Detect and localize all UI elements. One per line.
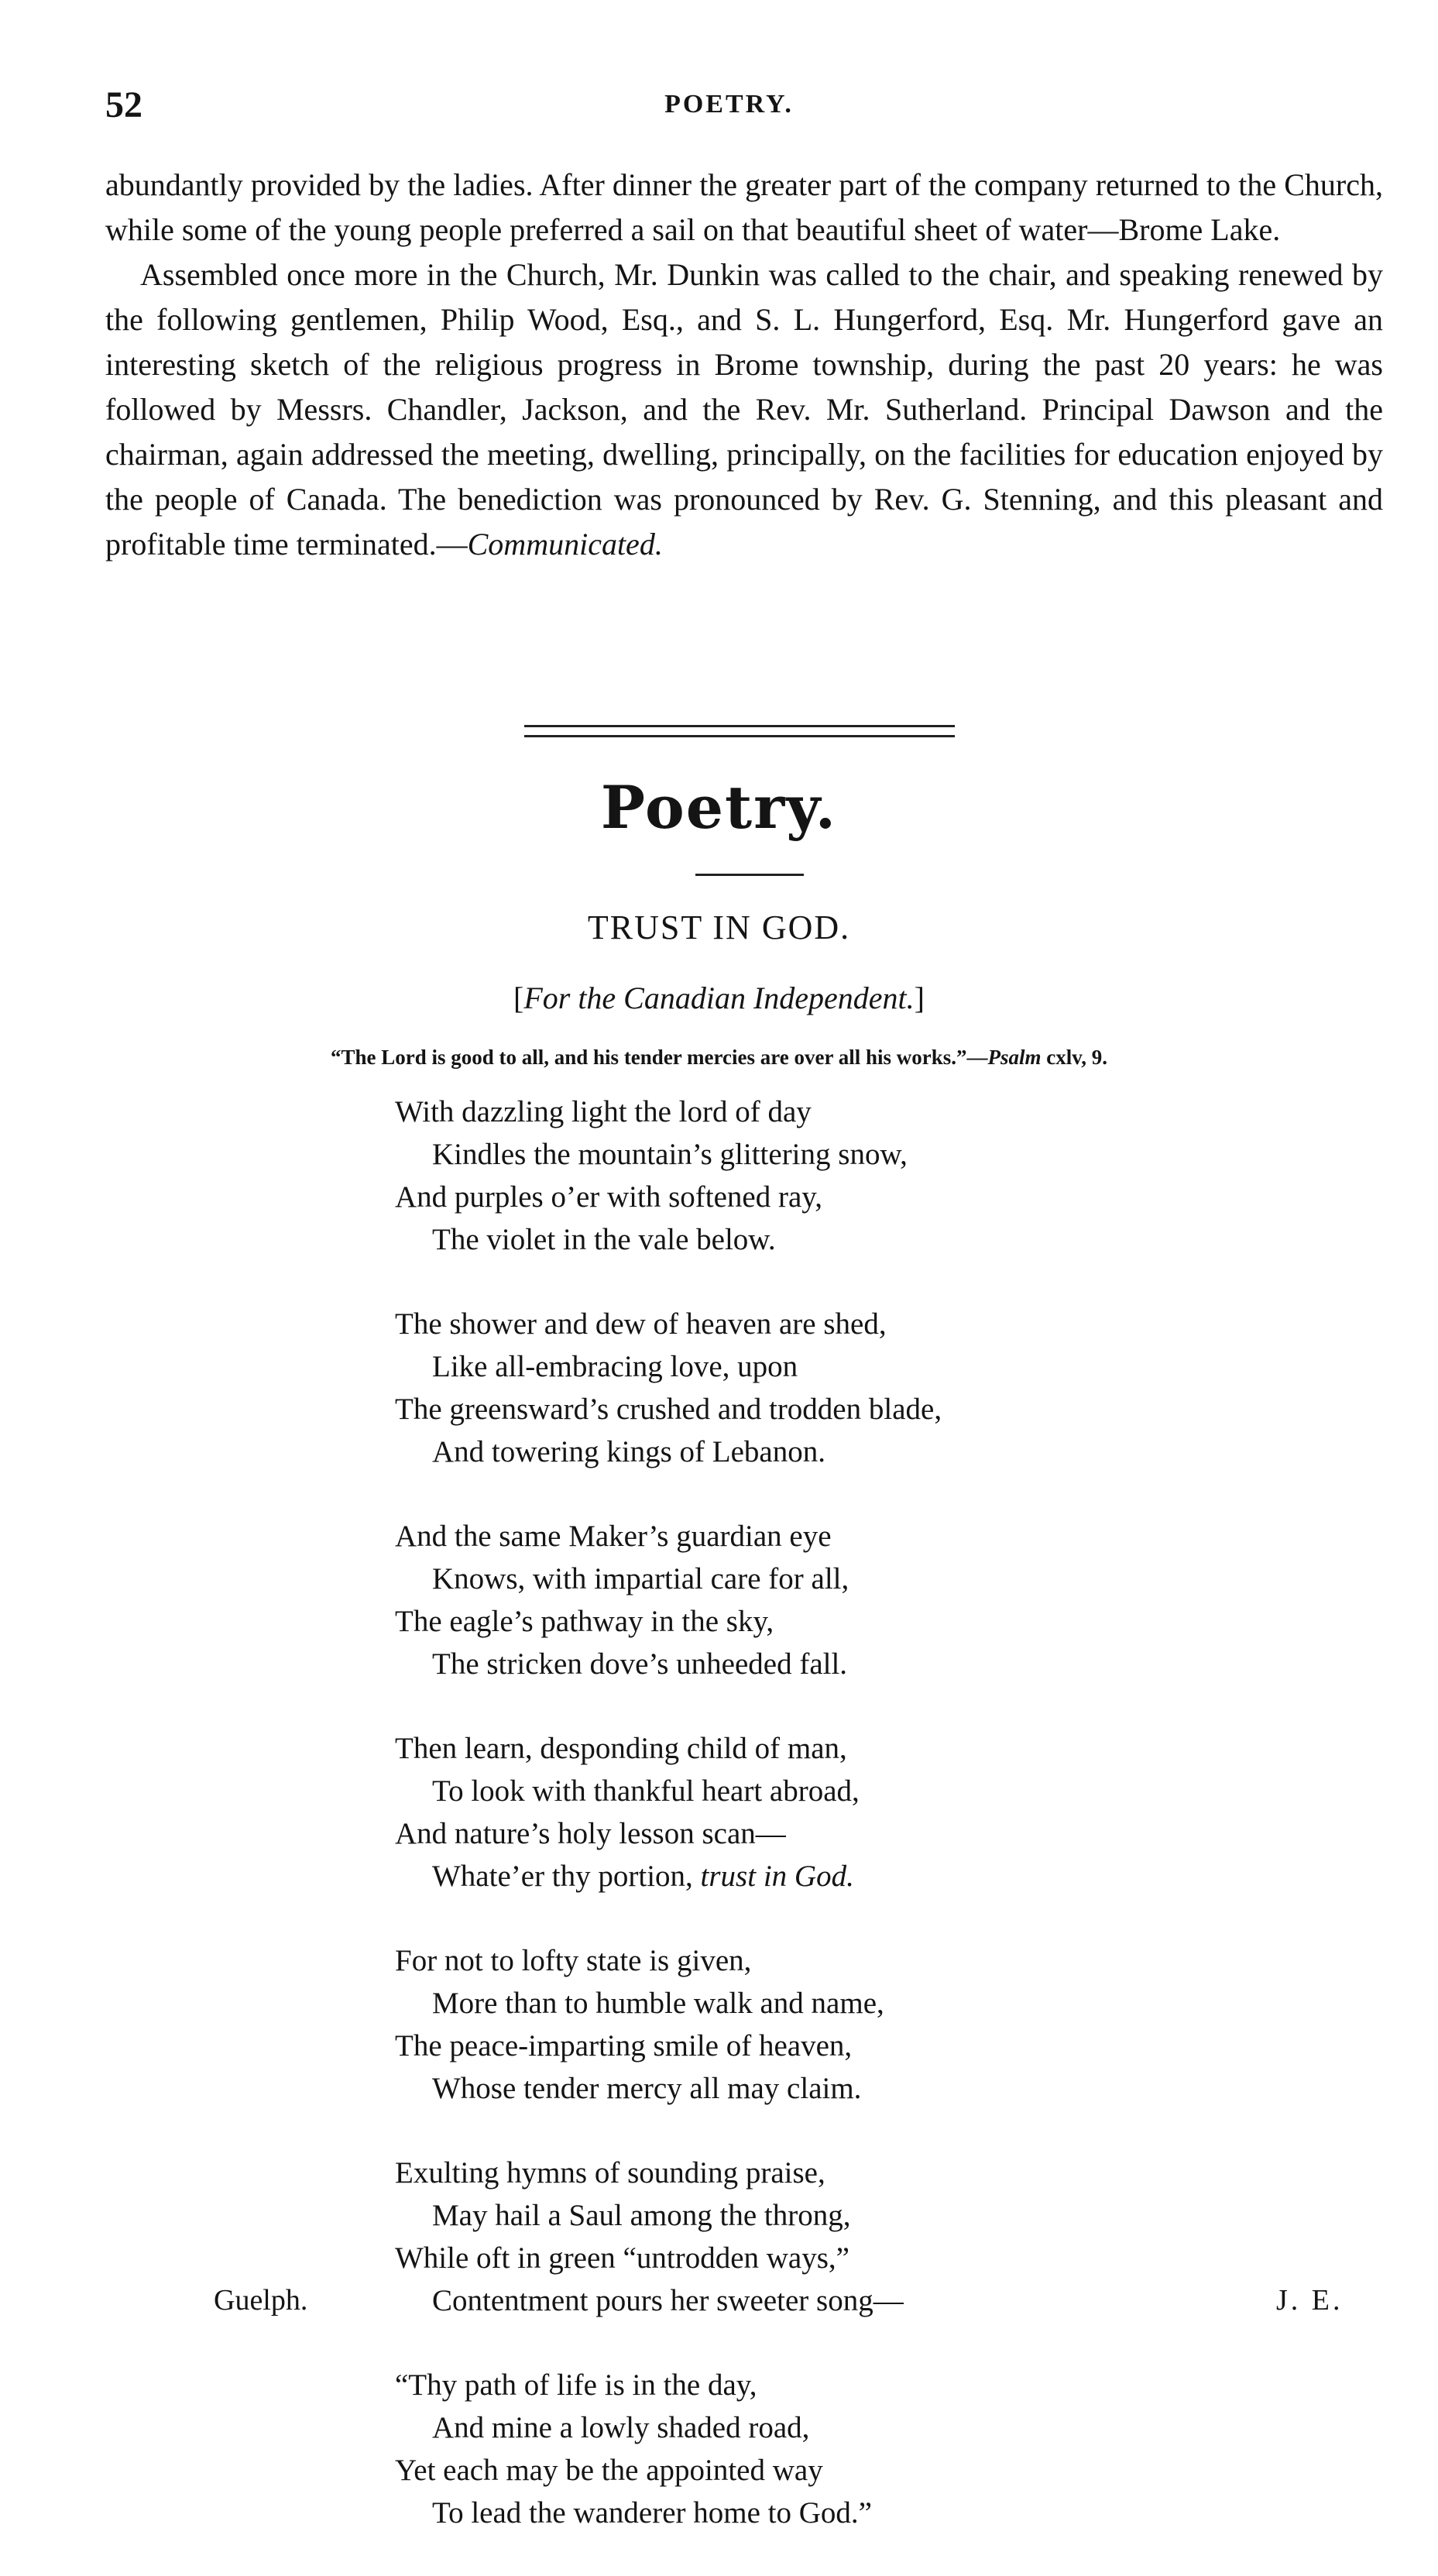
poem-line: And purples o’er with softened ray, <box>395 1180 822 1214</box>
poem-line: The peace-imparting smile of heaven, <box>395 2029 853 2063</box>
section-heading: Poetry. <box>600 773 838 842</box>
poem-line-emphasis: trust in God. <box>700 1860 854 1893</box>
poem-line: To lead the wanderer home to God.” <box>432 2496 872 2530</box>
poem-author: J. E. <box>1276 2284 1344 2317</box>
article-text <box>105 163 1383 567</box>
poem-line: Whose tender mercy all may claim. <box>432 2072 862 2105</box>
poem-line: While oft in green “untrodden ways,” <box>395 2241 849 2275</box>
stanza <box>395 1303 1247 1473</box>
poem-line: And towering kings of Lebanon. <box>432 1435 825 1468</box>
poem-line: The eagle’s pathway in the sky, <box>395 1605 774 1638</box>
poem-line: Kindles the mountain’s glittering snow, <box>432 1138 908 1171</box>
poem-line <box>395 1855 1247 1898</box>
poem-line: Like all-embracing love, upon <box>432 1350 798 1383</box>
poem-line: And mine a lowly shaded road, <box>432 2411 810 2444</box>
article-paragraph <box>105 252 1383 567</box>
poem-line: And nature’s holy lesson scan— <box>395 1817 786 1850</box>
stanza <box>395 2152 1247 2322</box>
poem-line: With dazzling light the lord of day <box>395 1095 812 1128</box>
poem-dedication <box>0 980 1438 1016</box>
running-head: POETRY. <box>664 90 794 118</box>
poem-line-text: Whate’er thy portion, <box>432 1860 701 1893</box>
stanza <box>395 1939 1247 2110</box>
poem-line: The shower and dew of heaven are shed, <box>395 1307 887 1341</box>
stanza <box>395 1727 1247 1898</box>
section-divider <box>524 725 955 737</box>
poem-line: May hail a Saul among the throng, <box>432 2199 851 2232</box>
stanza <box>395 1091 1247 1261</box>
poem-line: Then learn, desponding child of man, <box>395 1732 847 1765</box>
poem-line: The violet in the vale below. <box>432 1223 776 1256</box>
poem-line: More than to humble walk and name, <box>432 1987 884 2020</box>
page-number: 52 <box>105 84 142 125</box>
poem-place: Guelph. <box>214 2284 308 2317</box>
dedication-bracket-close: ] <box>914 981 925 1015</box>
poem-line: Contentment pours her sweeter song— <box>432 2284 904 2317</box>
article-paragraph: abundantly provided by the ladies. After dinner the greater part of the company returned to the Church, while some of the young people preferred a sail on that beautiful sheet of water—Brome Lake. <box>105 167 1383 247</box>
poem-line: To look with thankful heart abroad, <box>432 1774 860 1808</box>
heading-rule <box>695 874 804 876</box>
poem-line: The greensward’s crushed and trodden blade, <box>395 1393 942 1426</box>
stanza <box>395 2364 1247 2534</box>
epigraph-source: Psalm <box>987 1046 1042 1069</box>
poem-epigraph <box>0 1046 1438 1070</box>
poem-title: TRUST IN GOD. <box>587 908 851 946</box>
page-header <box>105 84 1353 130</box>
poem-line: The stricken dove’s unheeded fall. <box>432 1647 848 1681</box>
epigraph-quote: “The Lord is good to all, and his tender mercies are over all his works.”— <box>330 1046 988 1069</box>
poem-line: Knows, with impartial care for all, <box>432 1562 849 1595</box>
dedication-text: For the Canadian Independent. <box>523 981 915 1015</box>
poem-line: Yet each may be the appointed way <box>395 2454 823 2487</box>
poem-line: For not to lofty state is given, <box>395 1944 752 1977</box>
epigraph-reference: cxlv, 9. <box>1041 1046 1108 1069</box>
article-paragraph-text: Assembled once more in the Church, Mr. Dunkin was called to the chair, and speaking renewed by the following gentlemen, Philip Wood, Esq., and S. L. Hungerford, Esq. Mr. Hungerford gave an interesting sketch of the religious progress in Brome township, during the past 20 years: he was followed by Messrs. Chandler, Jackson, and the Rev. Mr. Sutherland. Principal Dawson and the chairman, again addressed the meeting, dwelling, principally, on the facilities for education enjoyed by the people of Canada. The benediction was pronounced by Rev. G. Stenning, and this pleasant and profitable time terminated.— <box>105 257 1383 562</box>
stanza <box>395 1515 1247 1685</box>
poem-body <box>395 1091 1247 2576</box>
dedication-bracket-open: [ <box>513 981 524 1015</box>
article-attribution: Communicated. <box>467 527 663 562</box>
poem-line: And the same Maker’s guardian eye <box>395 1520 832 1553</box>
poem-line: Exulting hymns of sounding praise, <box>395 2156 825 2190</box>
poem-line: “Thy path of life is in the day, <box>395 2368 757 2402</box>
